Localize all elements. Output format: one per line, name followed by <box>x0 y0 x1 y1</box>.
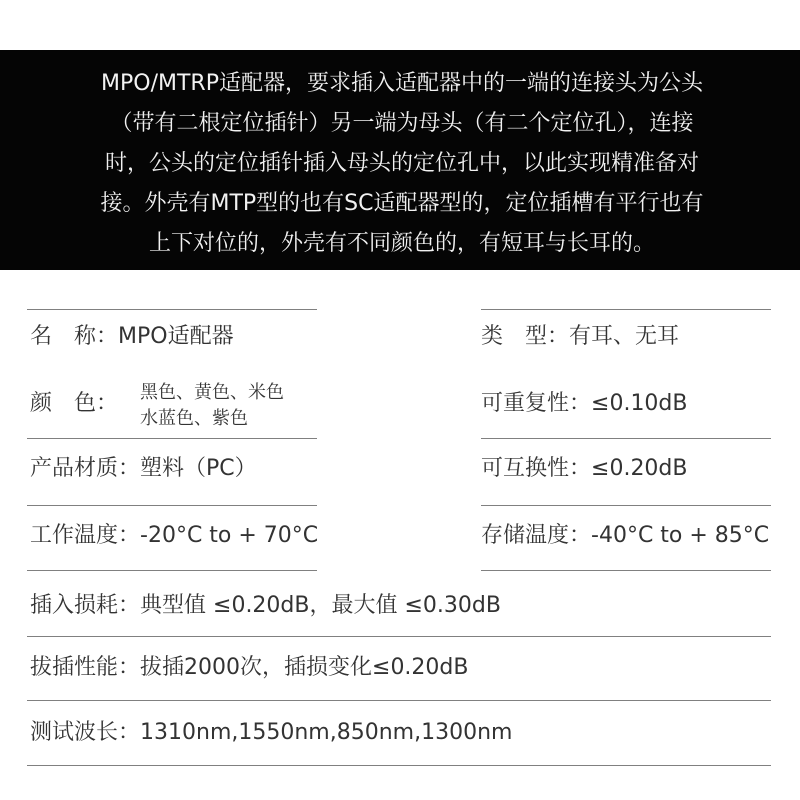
interchangeability-value: ≤0.20dB <box>591 456 688 481</box>
material-value: 塑料（PC） <box>140 456 257 481</box>
color-value-line2: 水蓝色、紫色 <box>140 408 248 429</box>
repeatability-value: ≤0.10dB <box>591 391 688 416</box>
durability-label: 拔插性能： <box>30 655 141 680</box>
storage-temperature-row <box>481 522 769 550</box>
type-label: 类 型： <box>481 324 570 349</box>
intro-text: MPO/MTRP适配器，要求插入适配器中的一端的连接头为公头 （带有二根定位插针）另一端为母头（有二个定位孔），连接 时，公头的定位插针插入母头的定位孔中，以此实现精准备对 接。外壳有MTP型的也有SC适配器型的，定位插槽有平行也有 上下对位的，外壳有不同颜色的，有短耳与长耳的。 <box>100 71 704 256</box>
durability-row <box>30 654 468 682</box>
divider <box>27 700 771 701</box>
divider <box>481 438 771 439</box>
test-wavelength-row <box>30 719 512 747</box>
color-value-line1: 黑色、黄色、米色 <box>140 382 284 403</box>
insertion-loss-row <box>30 592 501 620</box>
insertion-loss-value: 典型值 ≤0.20dB，最大值 ≤0.30dB <box>140 593 501 618</box>
divider <box>27 570 317 571</box>
interchangeability-row <box>481 455 688 483</box>
type-value: 有耳、无耳 <box>569 324 680 349</box>
work-temperature-label: 工作温度： <box>30 523 141 548</box>
divider <box>27 636 771 637</box>
type-row <box>481 323 679 351</box>
color-label: 颜 色： <box>30 391 119 416</box>
divider <box>481 309 771 310</box>
name-row <box>30 323 234 351</box>
divider <box>27 765 771 766</box>
name-value: MPO适配器 <box>118 324 234 349</box>
test-wavelength-value: 1310nm,1550nm,850nm,1300nm <box>140 720 513 745</box>
durability-value: 拔插2000次，插损变化≤0.20dB <box>140 655 469 680</box>
test-wavelength-label: 测试波长： <box>30 720 141 745</box>
work-temperature-value: -20°C to + 70°C <box>140 523 319 548</box>
intro-banner <box>0 50 800 270</box>
interchangeability-label: 可互换性： <box>481 456 592 481</box>
divider <box>27 438 317 439</box>
storage-temperature-value: -40°C to + 85°C <box>591 523 770 548</box>
material-label: 产品材质： <box>30 456 141 481</box>
divider <box>481 570 771 571</box>
insertion-loss-label: 插入损耗： <box>30 593 141 618</box>
work-temperature-row <box>30 522 318 550</box>
divider <box>27 309 317 310</box>
repeatability-row <box>481 390 688 418</box>
material-row <box>30 455 257 483</box>
storage-temperature-label: 存储温度： <box>481 523 592 548</box>
name-label: 名 称： <box>30 324 119 349</box>
repeatability-label: 可重复性： <box>481 391 592 416</box>
divider <box>27 505 317 506</box>
divider <box>481 505 771 506</box>
